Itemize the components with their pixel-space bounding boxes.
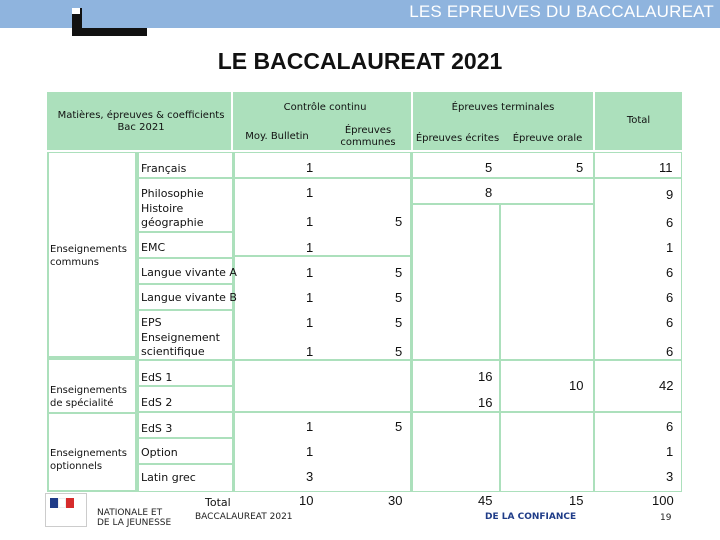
banner-title: LES EPREUVES DU BACCALAUREAT — [409, 2, 714, 21]
cell-total-moy: 10 — [299, 493, 314, 508]
cell-lva-moy: 1 — [306, 265, 314, 280]
cell-total-orale: 15 — [569, 493, 584, 508]
cell-francais-moy: 1 — [306, 160, 314, 175]
page-title: LE BACCALAUREAT 2021 — [217, 48, 503, 74]
cell-ens-sci-total: 6 — [666, 344, 674, 359]
cell-philosophie-ecrites: 8 — [485, 185, 493, 200]
subject-francais: Français — [141, 162, 187, 175]
ministry-logo-icon — [45, 493, 87, 527]
cell-emc-total: 1 — [666, 240, 674, 255]
subject-philosophie: Philosophie — [141, 187, 204, 200]
footer-left-text: BACCALAUREAT 2021 — [195, 512, 293, 522]
cell-histoire-communes: 5 — [395, 214, 403, 229]
subject-eds3: EdS 3 — [141, 422, 173, 435]
cell-lvb-total: 6 — [666, 290, 674, 305]
cell-eds3-moy: 1 — [306, 419, 314, 434]
cell-emc-moy: 1 — [306, 240, 314, 255]
cell-option-moy: 1 — [306, 444, 314, 459]
cell-lva-communes: 5 — [395, 265, 403, 280]
cell-francais-ecrites: 5 — [485, 160, 493, 175]
footer-confiance: DE LA CONFIANCE — [485, 512, 577, 522]
subject-eps: EPS — [141, 316, 162, 329]
corner-label: Matières, épreuves & coefficients Bac 2021 — [57, 110, 225, 133]
cell-latin-total: 3 — [666, 469, 674, 484]
header-moy-bulletin: Moy. Bulletin — [245, 131, 309, 142]
subject-emc: EMC — [141, 241, 166, 254]
ministry-line1: NATIONALE ET — [97, 508, 163, 518]
header-epreuve-orale: Épreuve orale — [512, 133, 583, 144]
cell-lvb-moy: 1 — [306, 290, 314, 305]
cell-eds3-total: 6 — [666, 419, 674, 434]
cell-eds2-ecrites: 16 — [478, 395, 493, 410]
cell-total-total: 100 — [652, 493, 674, 508]
cell-latin-moy: 3 — [306, 469, 314, 484]
ministry-line2: DE LA JEUNESSE — [97, 518, 172, 528]
cell-eps-communes: 5 — [395, 315, 403, 330]
cell-eds3-communes: 5 — [395, 419, 403, 434]
cell-lva-total: 6 — [666, 265, 674, 280]
cell-philosophie-moy: 1 — [306, 185, 314, 200]
subject-option: Option — [141, 446, 178, 459]
cell-francais-total: 11 — [659, 160, 673, 175]
cell-eds-total: 42 — [659, 378, 674, 393]
cell-eps-moy: 1 — [306, 315, 314, 330]
cell-total-communes: 30 — [388, 493, 403, 508]
corner-logo-icon — [72, 8, 147, 36]
group-optionnels: Enseignements optionnels — [50, 448, 127, 472]
cell-ens-sci-moy: 1 — [306, 344, 314, 359]
header-continu-label: Contrôle continu — [283, 102, 367, 113]
page-number: 19 — [660, 513, 672, 523]
cell-histoire-moy: 1 — [306, 214, 314, 229]
group-communs: Enseignements communs — [50, 244, 127, 268]
subject-histoire: Histoire géographie — [141, 202, 204, 229]
cell-option-total: 1 — [666, 444, 674, 459]
cell-eps-total: 6 — [666, 315, 674, 330]
cell-total-ecrites: 45 — [478, 493, 493, 508]
header-terminales-label: Épreuves terminales — [451, 102, 555, 113]
subject-ens-sci: Enseignement scientifique — [141, 331, 220, 358]
subject-eds1: EdS 1 — [141, 371, 173, 384]
cell-ens-sci-communes: 5 — [395, 344, 403, 359]
cell-eds-orale: 10 — [569, 378, 584, 393]
cell-francais-orale: 5 — [576, 160, 584, 175]
cell-philosophie-total: 9 — [666, 187, 674, 202]
group-specialite: Enseignements de spécialité — [50, 385, 127, 409]
header-epreuves-communes: Épreuves communes — [340, 125, 396, 148]
cell-lvb-communes: 5 — [395, 290, 403, 305]
subject-latin: Latin grec — [141, 471, 196, 484]
cell-eds1-ecrites: 16 — [478, 369, 493, 384]
cell-histoire-total: 6 — [666, 215, 674, 230]
subject-lva: Langue vivante A — [141, 266, 237, 279]
subject-total: Total — [205, 496, 231, 509]
header-epreuves-ecrites: Épreuves écrites — [415, 133, 500, 144]
header-total-label: Total — [626, 115, 651, 126]
subject-lvb: Langue vivante B — [141, 291, 237, 304]
subject-eds2: EdS 2 — [141, 396, 173, 409]
